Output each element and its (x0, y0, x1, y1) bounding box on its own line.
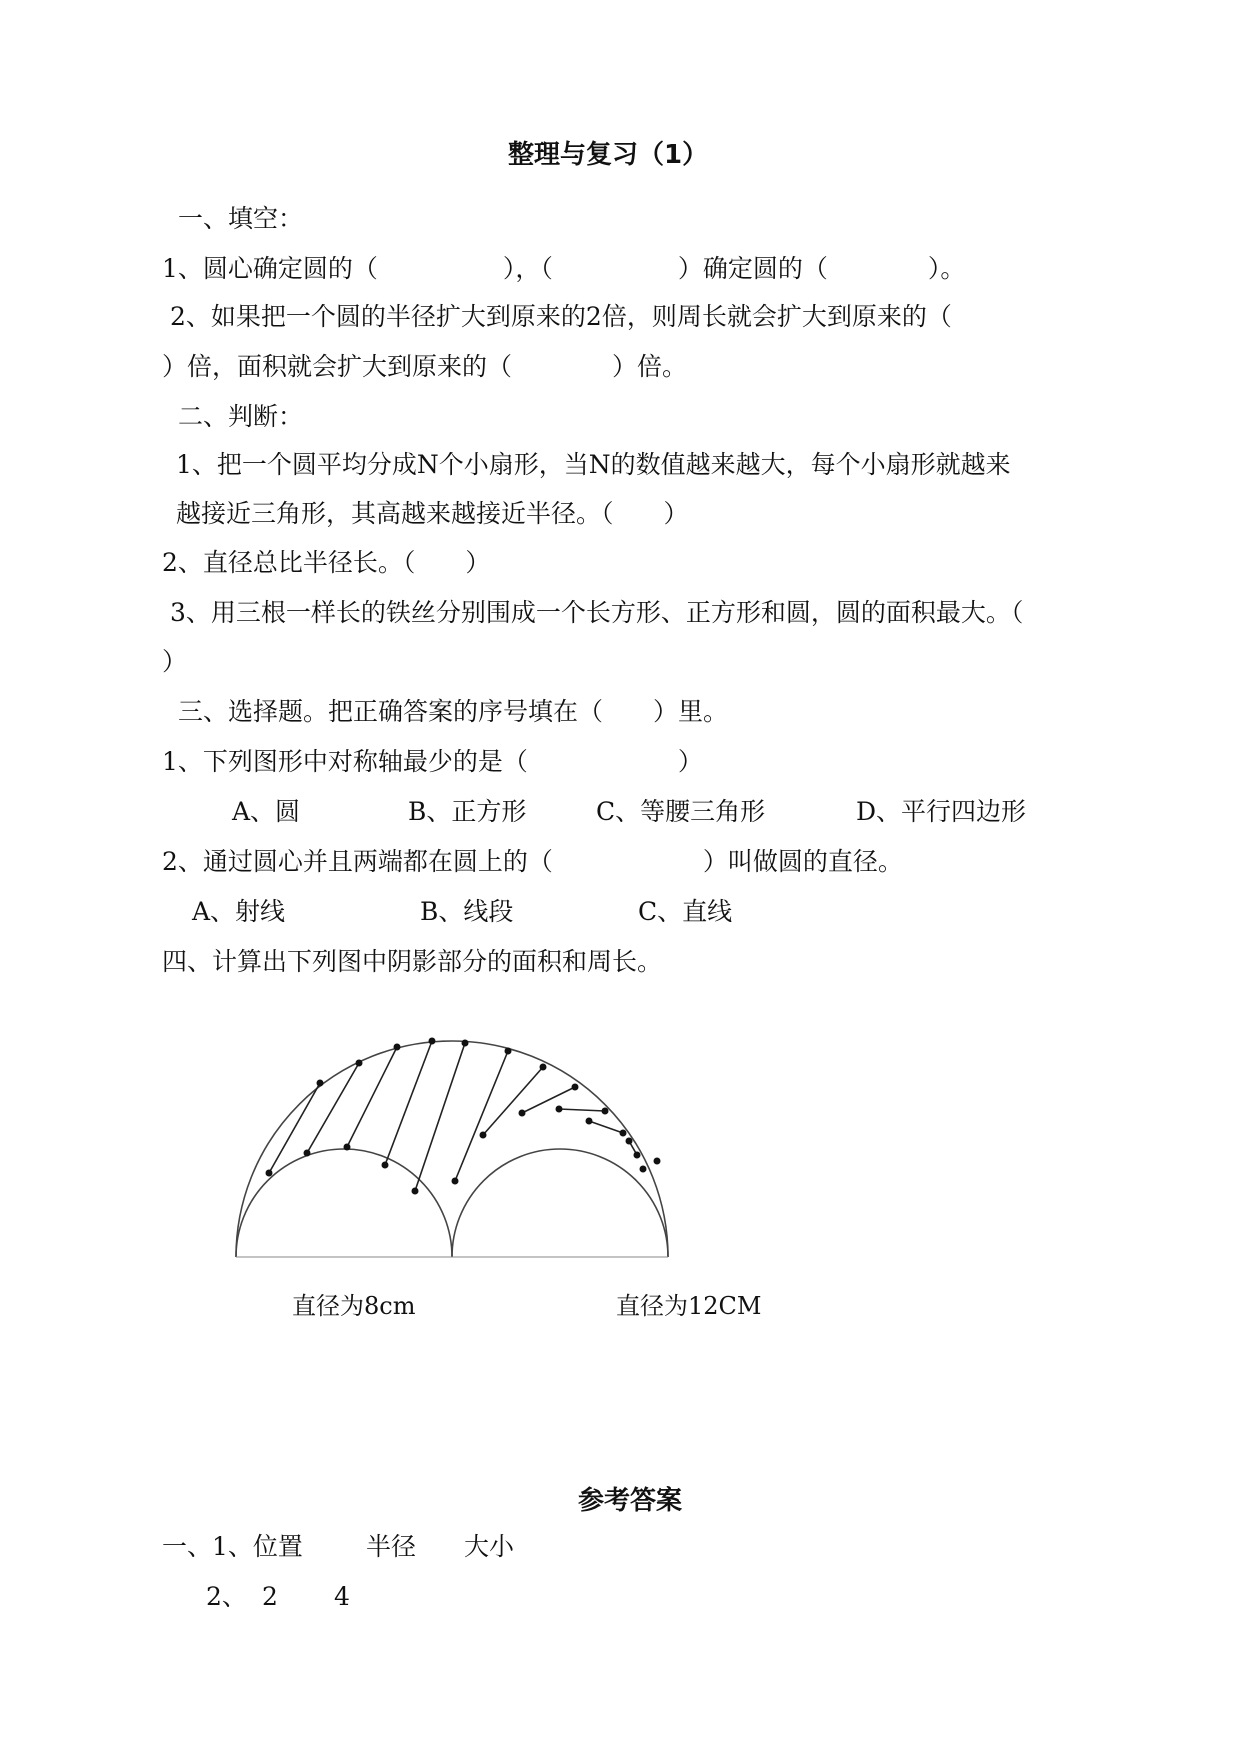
answer-line1-a: 一、1、位置 (162, 1532, 303, 1561)
section3-q1-option-d: D、平行四边形 (856, 797, 1027, 826)
section3-q2: 2、通过圆心并且两端都在圆上的（ ）叫做圆的直径。 (162, 847, 903, 876)
caption-left: 直径为8cm (292, 1292, 416, 1320)
answer-line1-b: 半径 (366, 1532, 417, 1561)
section1-heading: 一、填空： (178, 204, 304, 233)
caption-right: 直径为12CM (616, 1292, 762, 1320)
hatch-lines (269, 1041, 637, 1191)
shaded-region-figure (225, 985, 805, 1275)
medium-semicircle (452, 1149, 668, 1257)
section2-heading: 二、判断： (178, 402, 304, 431)
answers-title: 参考答案 (578, 1486, 683, 1516)
answer-line2-b: 2 (262, 1582, 278, 1611)
section3-q2-option-b: B、线段 (420, 897, 514, 926)
section3-heading: 三、选择题。把正确答案的序号填在（ ）里。 (178, 697, 729, 726)
section3-q1-option-b: B、正方形 (408, 797, 527, 826)
section2-q2: 2、直径总比半径长。（ ） (162, 548, 491, 577)
section2-q1-line2: 越接近三角形，其高越来越接近半径。（ ） (176, 499, 689, 528)
page-title: 整理与复习（1） (508, 140, 709, 170)
hatch-dots (266, 1038, 661, 1195)
section1-q1: 1、圆心确定圆的（ ），（ ）确定圆的（ ）。 (162, 254, 966, 283)
section3-q1-option-c: C、等腰三角形 (596, 797, 766, 826)
section3-q1: 1、下列图形中对称轴最少的是（ ） (162, 747, 703, 776)
answer-line2-a: 2、 (206, 1582, 247, 1611)
section2-q3-line1: 3、用三根一样长的铁丝分别围成一个长方形、正方形和圆，圆的面积最大。（ (170, 598, 1024, 627)
section3-q2-option-c: C、直线 (638, 897, 733, 926)
large-semicircle (236, 1041, 668, 1257)
section1-q2-line1: 2、如果把一个圆的半径扩大到原来的2倍，则周长就会扩大到原来的（ (170, 302, 952, 331)
section1-q2-line2: ）倍，面积就会扩大到原来的（ ）倍。 (162, 352, 688, 381)
answer-line1-c: 大小 (464, 1532, 515, 1561)
small-semicircle (236, 1149, 452, 1257)
section2-q3-line2: ） (162, 647, 188, 676)
section3-q2-option-a: A、射线 (192, 897, 286, 926)
answer-line2-c: 4 (334, 1582, 350, 1611)
section3-q1-option-a: A、圆 (232, 797, 301, 826)
section2-q1-line1: 1、把一个圆平均分成N个小扇形，当N的数值越来越大，每个小扇形就越来 (176, 450, 1011, 479)
section4-heading: 四、计算出下列图中阴影部分的面积和周长。 (162, 947, 663, 976)
